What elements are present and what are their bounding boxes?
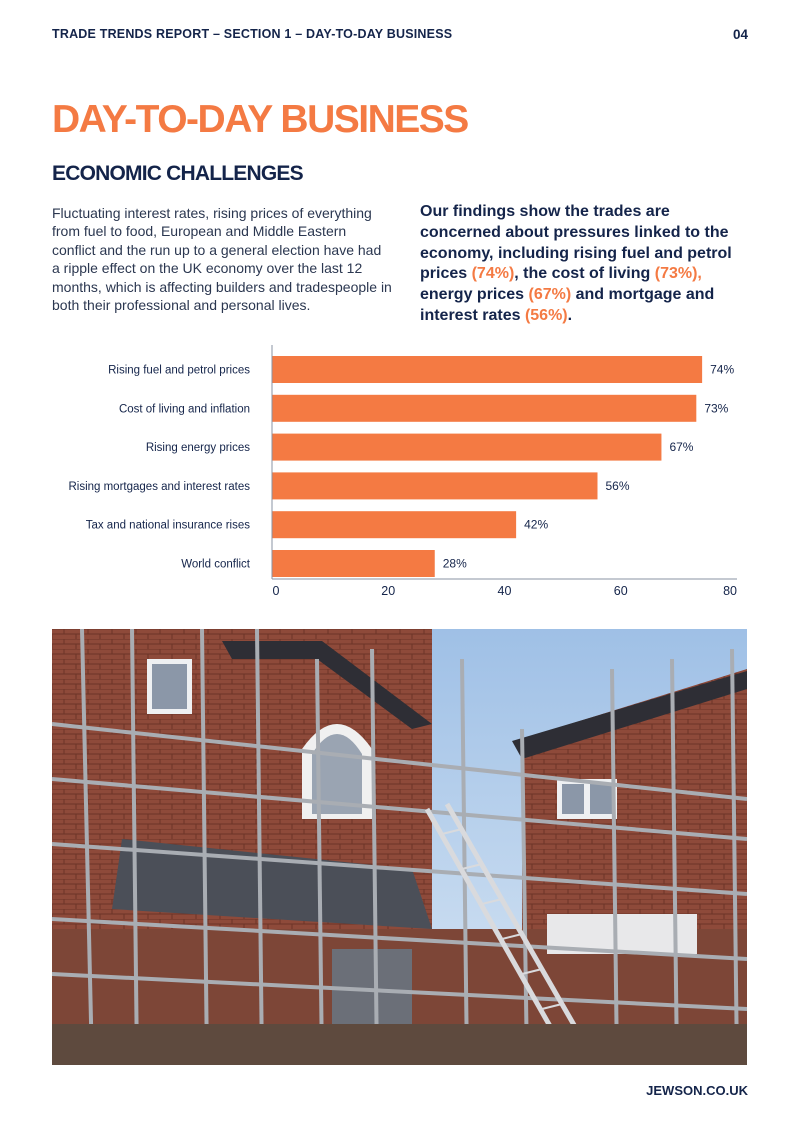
category-label: World conflict	[181, 558, 250, 571]
data-label: 28%	[442, 556, 467, 571]
data-label: 73%	[704, 401, 729, 416]
x-tick-label: 80	[723, 584, 737, 598]
category-label: Cost of living and inflation	[118, 403, 250, 416]
category-label: Rising mortgages and interest rates	[68, 480, 250, 493]
category-label: Rising fuel and petrol prices	[108, 364, 250, 377]
bar	[272, 472, 598, 499]
findings-text-2: , the cost of living	[514, 265, 655, 283]
x-tick-label: 20	[381, 584, 396, 598]
x-tick-label: 60	[613, 584, 628, 598]
findings-text-4: and mortgage and interest rates	[420, 286, 715, 324]
intro-paragraph: Fluctuating interest rates, rising prices of everything from fuel to food, European and Middle Eastern conflict and the run up to a general election have had a ripple effect on the UK economy over the last 12 months, which is affecting builders and tradespeople in both their professional and personal lives.	[52, 205, 392, 314]
findings-text-5: .	[567, 306, 573, 324]
findings-highlight-3: (67%)	[528, 286, 572, 304]
category-label: Tax and national insurance rises	[85, 519, 250, 532]
page-number: 04	[732, 26, 748, 42]
page-title: DAY-TO-DAY BUSINESS	[52, 98, 468, 141]
section-subtitle: ECONOMIC CHALLENGES	[52, 162, 303, 185]
footer-website: JEWSON.CO.UK	[646, 1083, 748, 1098]
data-label: 74%	[710, 362, 735, 377]
category-label: Rising energy prices	[145, 442, 250, 455]
bar-chart	[0, 340, 800, 610]
bar	[272, 395, 696, 422]
findings-text-3: energy prices	[420, 286, 529, 304]
x-tick-label: 40	[497, 584, 512, 598]
page-header	[52, 24, 748, 44]
findings-paragraph	[420, 202, 750, 327]
findings-highlight-2: (73%),	[654, 265, 702, 283]
bar	[272, 550, 435, 577]
bar	[272, 511, 516, 538]
scaffolding-photo	[52, 629, 747, 1065]
x-tick-label: 0	[272, 584, 280, 598]
section-title: TRADE TRENDS REPORT – SECTION 1 – DAY-TO-DAY BUSINESS	[52, 27, 453, 41]
bar	[272, 434, 661, 461]
data-label: 67%	[669, 440, 694, 455]
bar	[272, 356, 702, 383]
findings-highlight-1: (74%)	[471, 265, 515, 283]
findings-highlight-4: (56%)	[524, 306, 568, 324]
data-label: 56%	[605, 478, 630, 493]
findings-text-1: Our findings show the trades are concerned about pressures linked to the economy, including rising fuel and petrol prices	[420, 203, 732, 283]
data-label: 42%	[524, 517, 549, 532]
